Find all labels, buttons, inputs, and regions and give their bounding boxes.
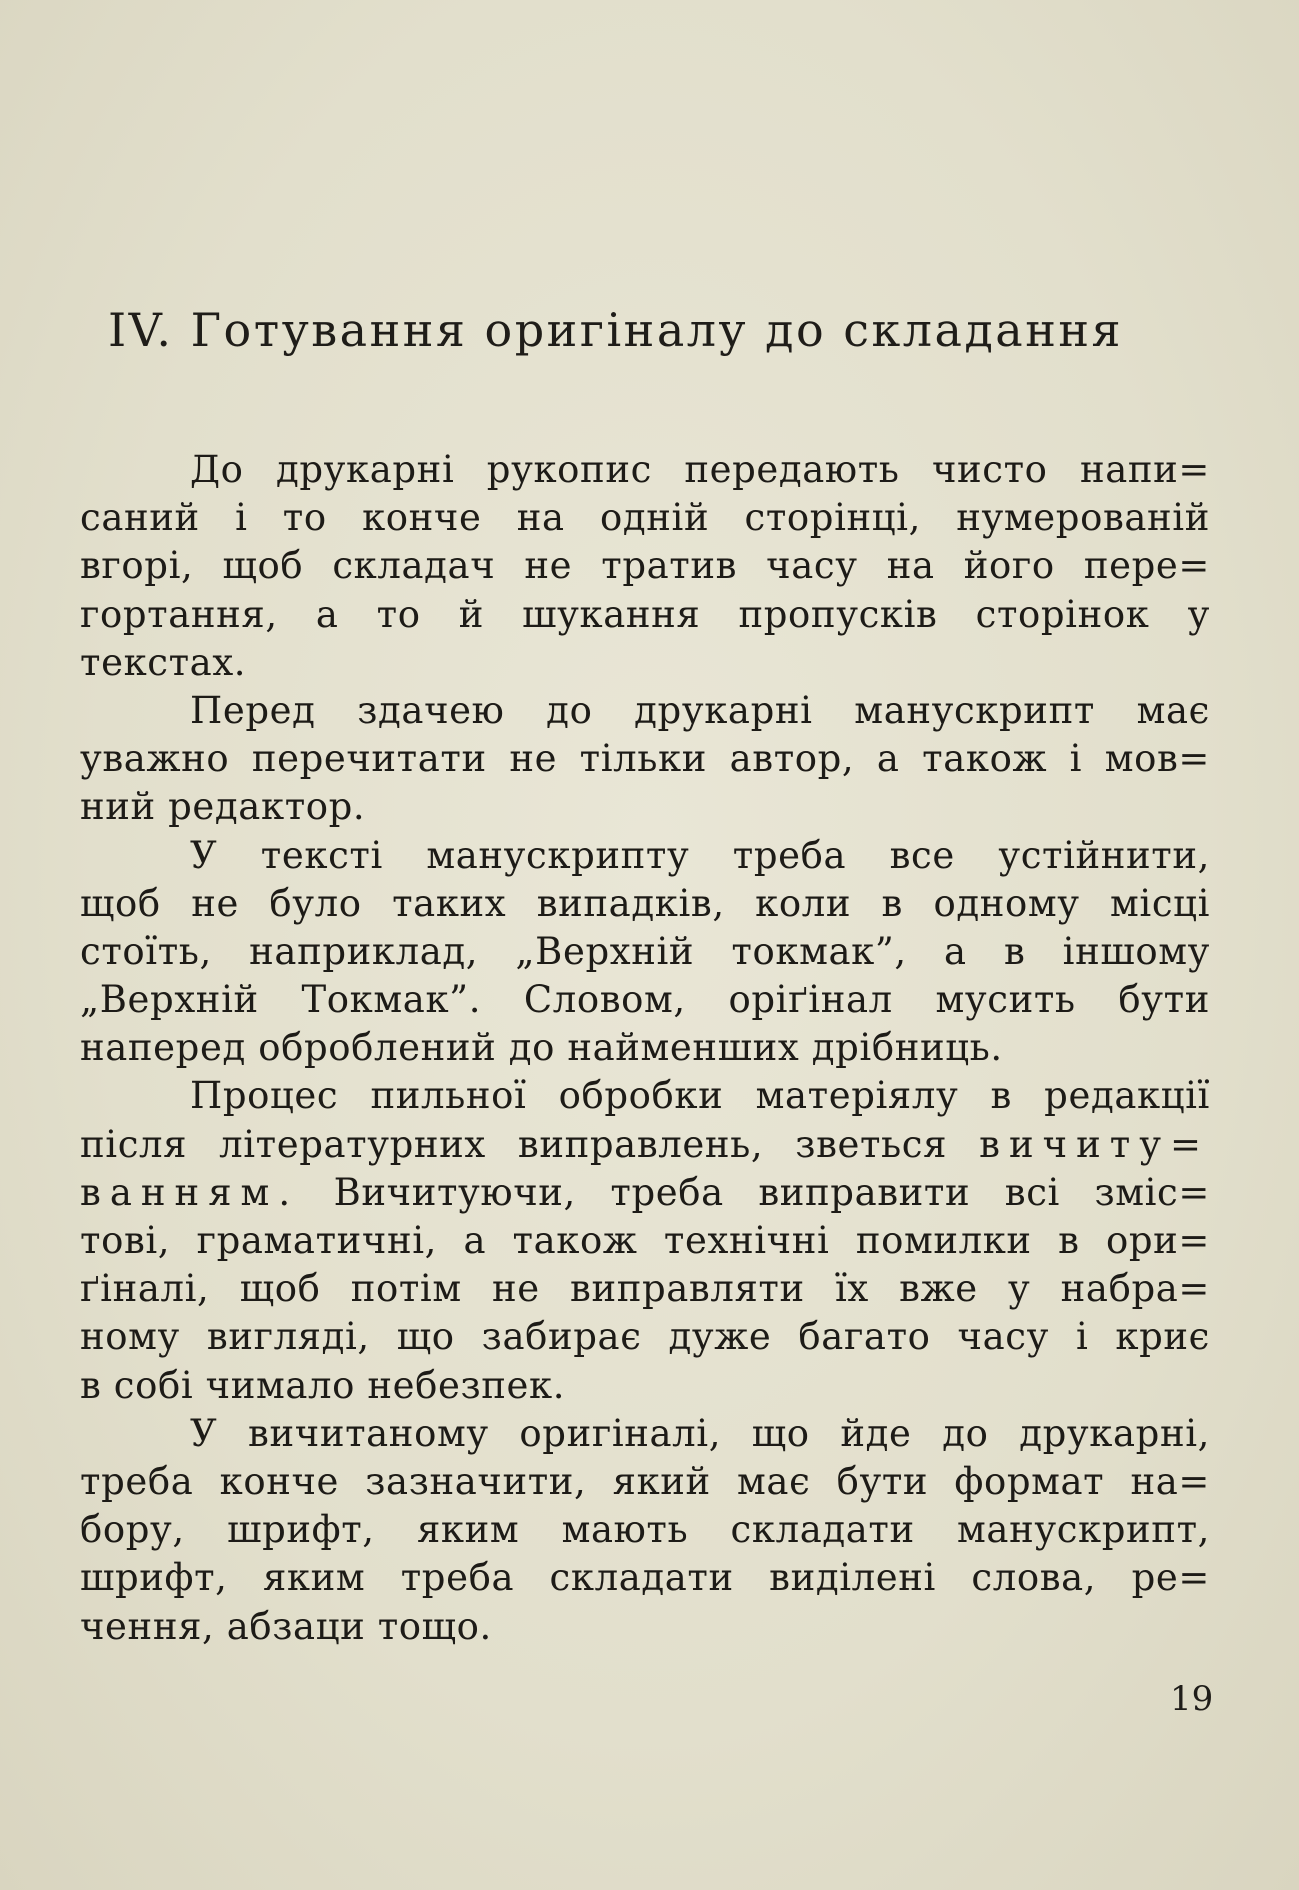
text-fragment: Вичитуючи, треба виправити всі зміс= <box>333 1170 1210 1214</box>
text-line <box>80 1121 1210 1169</box>
text-line: тові, граматичні, а також технічні помилки в ори= <box>80 1219 1210 1262</box>
paragraph-1 <box>80 446 1210 687</box>
spaced-term: ванням. <box>80 1170 300 1214</box>
text-line: щоб не було таких випадків, коли в одному місці <box>80 881 1210 925</box>
text-line <box>80 1169 1210 1217</box>
text-line: Перед здачею до друкарні манускрипт має <box>190 688 1210 732</box>
text-line: чення, абзаци тощо. <box>80 1604 492 1648</box>
text-line: До друкарні рукопис передають чисто напи= <box>190 448 1210 491</box>
text-line: вгорі, щоб складач не тратив часу на його пере= <box>80 544 1210 588</box>
text-line: наперед оброблений до найменших дрібниць. <box>80 1026 1003 1070</box>
text-line: стоїть, наприклад, „Верхній токмак”, а в іншому <box>80 929 1210 973</box>
text-line: „Верхній Токмак”. Словом, оріґінал мусить бути <box>80 978 1210 1022</box>
text-line: ний редактор. <box>80 785 366 829</box>
text-line: ґіналі, щоб потім не виправляти їх вже у набра= <box>80 1267 1210 1311</box>
text-fragment: після літературних виправлень, зветься <box>80 1122 948 1166</box>
text-line: саний і то конче на одній сторінці, нумерованій <box>80 496 1210 540</box>
text-line: гортання, а то й шукання пропусків сторінок у <box>80 592 1210 636</box>
text-line: в собі чимало небезпек. <box>80 1363 566 1407</box>
paragraph-4 <box>80 1072 1210 1409</box>
body-text <box>80 446 1210 1651</box>
text-line: ному вигляді, що забирає дуже багато часу і криє <box>80 1315 1210 1359</box>
text-line: У вичитаному оригіналі, що йде до друкарні, <box>190 1411 1210 1455</box>
text-line: уважно перечитати не тільки автор, а також і мов= <box>80 737 1210 781</box>
text-line: бору, шрифт, яким мають складати манускрипт, <box>80 1508 1210 1552</box>
chapter-title: IV. Готування оригіналу до складання <box>108 303 1124 357</box>
paragraph-5 <box>80 1410 1210 1651</box>
text-line: шрифт, яким треба складати виділені слова, ре= <box>80 1556 1210 1600</box>
text-line: текстах. <box>80 640 247 684</box>
page-number: 19 <box>1170 1679 1214 1719</box>
text-line: треба конче зазначити, який має бути формат на= <box>80 1459 1210 1503</box>
paragraph-3 <box>80 832 1210 1073</box>
text-line: Процес пильної обробки матеріялу в редакції <box>190 1074 1210 1118</box>
spaced-term: вичиту= <box>979 1122 1210 1166</box>
text-line: У тексті манускрипту треба все устійнити, <box>190 833 1210 877</box>
paragraph-2 <box>80 687 1210 832</box>
